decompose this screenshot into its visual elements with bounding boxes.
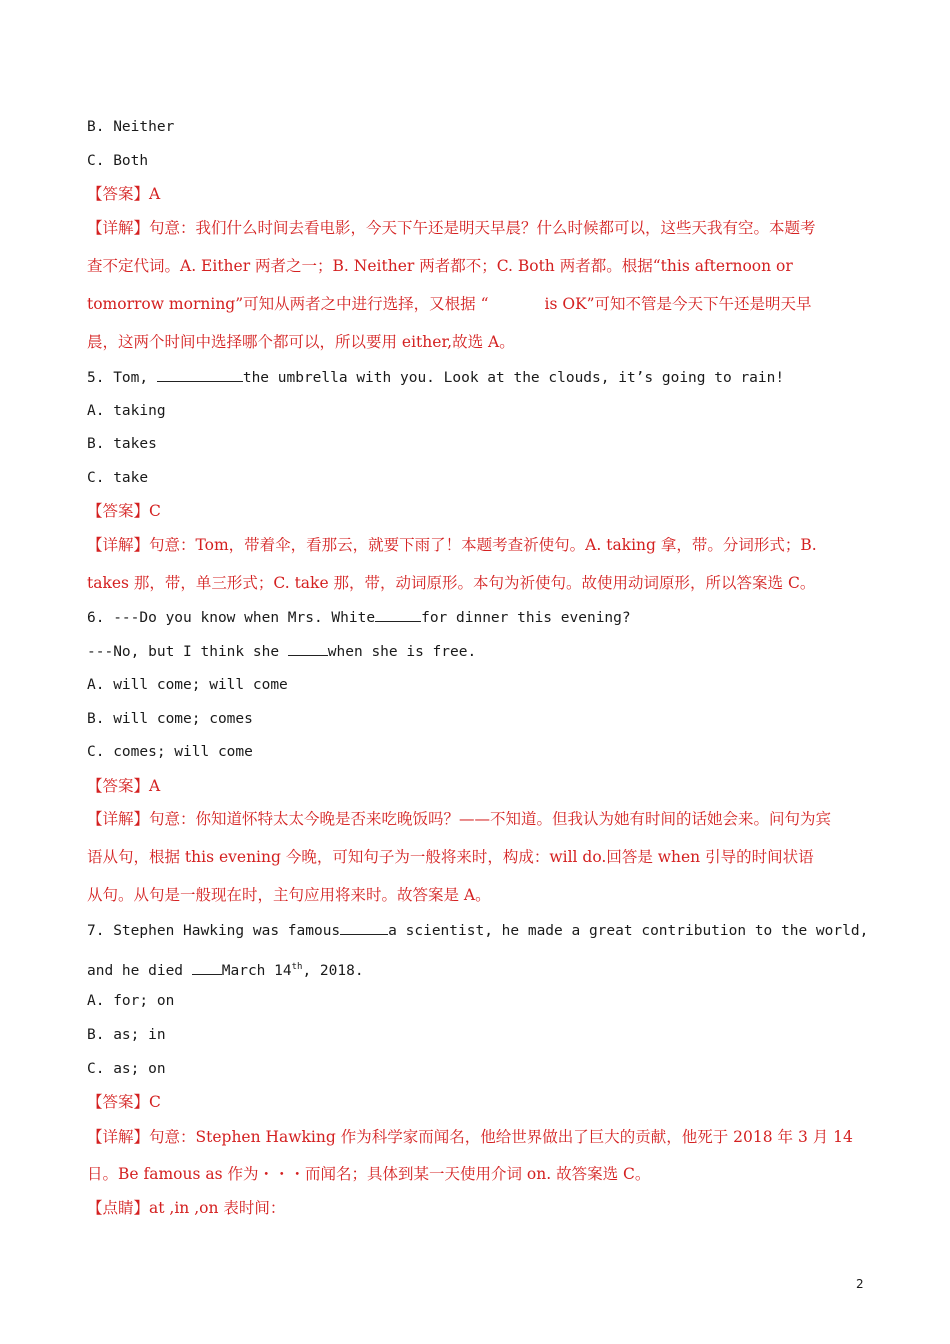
q7-stem-line-1 — [87, 919, 868, 942]
q6-option-b: B. will come; comes — [87, 711, 253, 727]
q7-stem-1-part-b: a scientist, he made a great contribution to the world, — [388, 923, 869, 939]
q6-option-c: C. comes; will come — [87, 744, 253, 760]
q6-blank-1 — [375, 606, 421, 622]
q6-detail-line-1: 【详解】句意：你知道怀特太太今晚是否来吃晚饭吗？——不知道。但我认为她有时间的话她会来。问句为宾 — [87, 810, 832, 828]
q5-detail-line-2: takes 那，带，单三形式；C. take 那，带，动词原形。本句为祈使句。故使用动词原形，所以答案选 C。 — [87, 574, 816, 592]
q5-detail-line-1: 【详解】句意：Tom，带着伞，看那云，就要下雨了！本题考查祈使句。A. taking 拿，带。分词形式；B. — [87, 536, 817, 554]
q5-stem-part-a: 5. Tom, — [87, 370, 157, 386]
q4-option-c: C. Both — [87, 153, 149, 169]
q7-blank-1 — [340, 919, 388, 935]
q7-stem-1-part-a: 7. Stephen Hawking was famous — [87, 923, 341, 939]
q6-detail-line-3: 从句。从句是一般现在时，主句应用将来时。故答案是 A。 — [87, 886, 491, 904]
q6-stem-line-1 — [87, 606, 631, 629]
q4-detail-line-4: 晨，这两个时间中选择哪个都可以，所以要用 either,故选 A。 — [87, 333, 515, 351]
q7-answer: 【答案】C — [87, 1093, 161, 1111]
q5-option-c: C. take — [87, 470, 149, 486]
q6-stem-2-part-b: when she is free. — [327, 644, 477, 660]
q4-detail-line-3-part-a: tomorrow morning”可知从两者之中进行选择，又根据 “ — [87, 295, 489, 313]
q6-stem-line-2 — [87, 640, 476, 663]
q6-stem-1-part-b: for dinner this evening? — [421, 610, 631, 626]
q7-stem-2-part-b: March 14 — [221, 962, 292, 979]
q7-stem-2-superscript: th — [291, 962, 303, 972]
q4-option-b: B. Neither — [87, 119, 175, 135]
q7-stem-2-part-a: and he died — [87, 962, 192, 979]
q7-detail-line-2: 日。Be famous as 作为・・・而闻名；具体到某一天使用介词 on. 故答案选 C。 — [87, 1165, 651, 1183]
q7-tip: 【点睛】at ,in ,on 表时间： — [87, 1199, 286, 1217]
q4-detail-line-3-part-b: is OK”可知不管是今天下午还是明天早 — [544, 295, 812, 313]
q7-option-b: B. as; in — [87, 1027, 166, 1043]
q7-detail-line-1: 【详解】句意：Stephen Hawking 作为科学家而闻名，他给世界做出了巨大的贡献，他死于 2018 年 3 月 14 — [87, 1128, 853, 1146]
q7-stem-line-2 — [87, 956, 364, 982]
q5-stem — [87, 366, 784, 389]
q6-stem-2-part-a: ---No, but I think she — [87, 644, 288, 660]
q4-detail-line-2: 查不定代词。A. Either 两者之一；B. Neither 两者都不；C. Both 两者都。根据“this afternoon or — [87, 257, 793, 275]
q4-answer: 【答案】A — [87, 185, 161, 203]
q6-detail-line-2: 语从句，根据 this evening 今晚，可知句子为一般将来时，构成：will do.回答是 when 引导的时间状语 — [87, 848, 814, 866]
q6-option-a: A. will come; will come — [87, 677, 288, 693]
q4-detail-line-1: 【详解】句意：我们什么时间去看电影，今天下午还是明天早晨？什么时候都可以，这些天我有空。本题考 — [87, 219, 816, 237]
q5-option-a: A. taking — [87, 403, 166, 419]
q7-blank-2 — [192, 959, 222, 975]
q7-option-c: C. as; on — [87, 1061, 166, 1077]
q7-option-a: A. for; on — [87, 993, 175, 1009]
q7-stem-2-part-c: , 2018. — [302, 962, 364, 979]
page-number: 2 — [856, 1277, 864, 1291]
q5-blank — [157, 366, 243, 382]
q6-stem-1-part-a: 6. ---Do you know when Mrs. White — [87, 610, 376, 626]
q4-detail-line-3 — [87, 293, 812, 315]
q6-answer: 【答案】A — [87, 777, 161, 795]
q5-option-b: B. takes — [87, 436, 157, 452]
q5-answer: 【答案】C — [87, 502, 161, 520]
q5-stem-part-b: the umbrella with you. Look at the clouds, it’s going to rain! — [242, 370, 785, 386]
q6-blank-2 — [288, 640, 328, 656]
